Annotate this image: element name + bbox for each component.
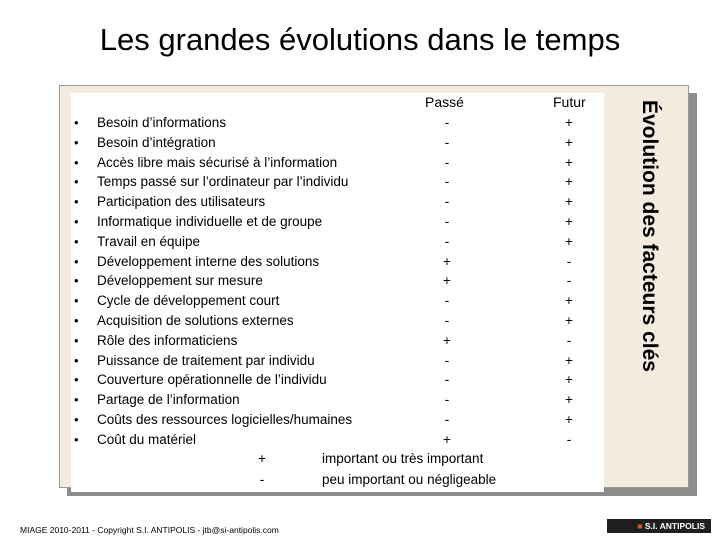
bullet-icon: • [74, 412, 79, 427]
factor-row [0, 273, 720, 293]
bullet-icon: • [74, 293, 79, 309]
legend-symbol: - [259, 472, 265, 487]
logo-mark-icon: ■ [637, 521, 643, 531]
past-value: - [444, 233, 450, 249]
past-value: + [443, 253, 451, 269]
factor-row [0, 372, 720, 392]
side-label: Évolution des facteurs clés [638, 100, 661, 372]
factor-label: Cycle de développement court [97, 293, 280, 309]
past-value: - [444, 352, 450, 368]
factor-label: Puissance de traitement par individu [97, 352, 315, 368]
factor-row [0, 392, 720, 412]
past-value: + [443, 431, 451, 447]
past-value: + [443, 273, 451, 289]
future-value: + [565, 233, 573, 249]
factor-row [0, 155, 720, 175]
future-value: + [565, 214, 573, 229]
factor-row [0, 432, 720, 452]
legend-text: peu important ou négligeable [322, 472, 497, 487]
factor-row [0, 214, 720, 234]
future-value: - [566, 253, 572, 269]
bullet-icon: • [74, 174, 79, 190]
future-value: + [565, 293, 573, 309]
factor-label: Accès libre mais sécurisé à l’information [97, 154, 338, 170]
factor-row [0, 174, 720, 194]
factor-row [0, 234, 720, 254]
factor-label: Rôle des informaticiens [97, 332, 238, 348]
bullet-icon: • [74, 372, 79, 388]
factor-label: Temps passé sur l’ordinateur par l’individu [97, 174, 349, 190]
past-value: - [444, 412, 450, 427]
future-value: + [565, 313, 573, 328]
bullet-icon: • [74, 134, 79, 150]
legend-text: important ou très important [322, 451, 484, 466]
factor-row [0, 333, 720, 353]
future-value: - [566, 273, 572, 289]
legend-row [0, 451, 720, 471]
past-value: - [444, 392, 450, 408]
factor-label: Couverture opérationnelle de l’individu [97, 372, 327, 388]
factor-label: Acquisition de solutions externes [97, 313, 294, 328]
column-header-future: Futur [553, 94, 586, 110]
past-value: - [444, 115, 450, 130]
factor-label: Travail en équipe [97, 233, 201, 249]
factor-label: Besoin d’informations [97, 115, 227, 130]
factor-row [0, 135, 720, 155]
past-value: - [444, 313, 450, 328]
bullet-icon: • [74, 392, 79, 408]
bullet-icon: • [74, 154, 79, 170]
past-value: - [444, 134, 450, 150]
bullet-icon: • [74, 214, 79, 229]
factor-row [0, 412, 720, 432]
legend-row [0, 472, 720, 492]
slide-title: Les grandes évolutions dans le temps [99, 22, 621, 57]
past-value: - [444, 293, 450, 309]
future-value: + [565, 194, 573, 210]
future-value: - [566, 431, 572, 447]
past-value: - [444, 214, 450, 229]
bullet-icon: • [74, 332, 79, 348]
bullet-icon: • [74, 115, 79, 130]
bullet-icon: • [74, 352, 79, 368]
future-value: + [565, 392, 573, 408]
legend-symbol: + [258, 451, 266, 466]
factor-label: Coût du matériel [97, 431, 197, 447]
factor-label: Développement sur mesure [97, 273, 263, 289]
factor-label: Besoin d’intégration [97, 134, 216, 150]
column-header-past: Passé [425, 94, 464, 110]
footer-copyright: MIAGE 2010-2011 - Copyright S.I. ANTIPOLIS - jtb@si-antipolis.com [20, 525, 279, 535]
brand-logo [607, 519, 711, 533]
bullet-icon: • [74, 431, 79, 447]
past-value: + [443, 332, 451, 348]
past-value: - [444, 154, 450, 170]
factor-row [0, 353, 720, 373]
future-value: + [565, 352, 573, 368]
bullet-icon: • [74, 194, 79, 210]
future-value: + [565, 115, 573, 130]
factor-label: Participation des utilisateurs [97, 194, 266, 210]
past-value: - [444, 372, 450, 388]
factor-row [0, 194, 720, 214]
factor-label: Développement interne des solutions [97, 253, 320, 269]
bullet-icon: • [74, 233, 79, 249]
factor-row [0, 313, 720, 333]
logo-text: S.I. ANTIPOLIS [644, 521, 705, 531]
past-value: - [444, 174, 450, 190]
past-value: - [444, 194, 450, 210]
future-value: + [565, 412, 573, 427]
future-value: + [565, 134, 573, 150]
future-value: + [565, 372, 573, 388]
factor-label: Coûts des ressources logicielles/humaines [97, 412, 353, 427]
bullet-icon: • [74, 313, 79, 328]
factor-row [0, 115, 720, 135]
bullet-icon: • [74, 253, 79, 269]
factor-row [0, 254, 720, 274]
bullet-icon: • [74, 273, 79, 289]
factor-label: Partage de l’information [97, 392, 240, 408]
future-value: + [565, 154, 573, 170]
future-value: + [565, 174, 573, 190]
future-value: - [566, 332, 572, 348]
factor-row [0, 293, 720, 313]
factor-label: Informatique individuelle et de groupe [97, 214, 323, 229]
